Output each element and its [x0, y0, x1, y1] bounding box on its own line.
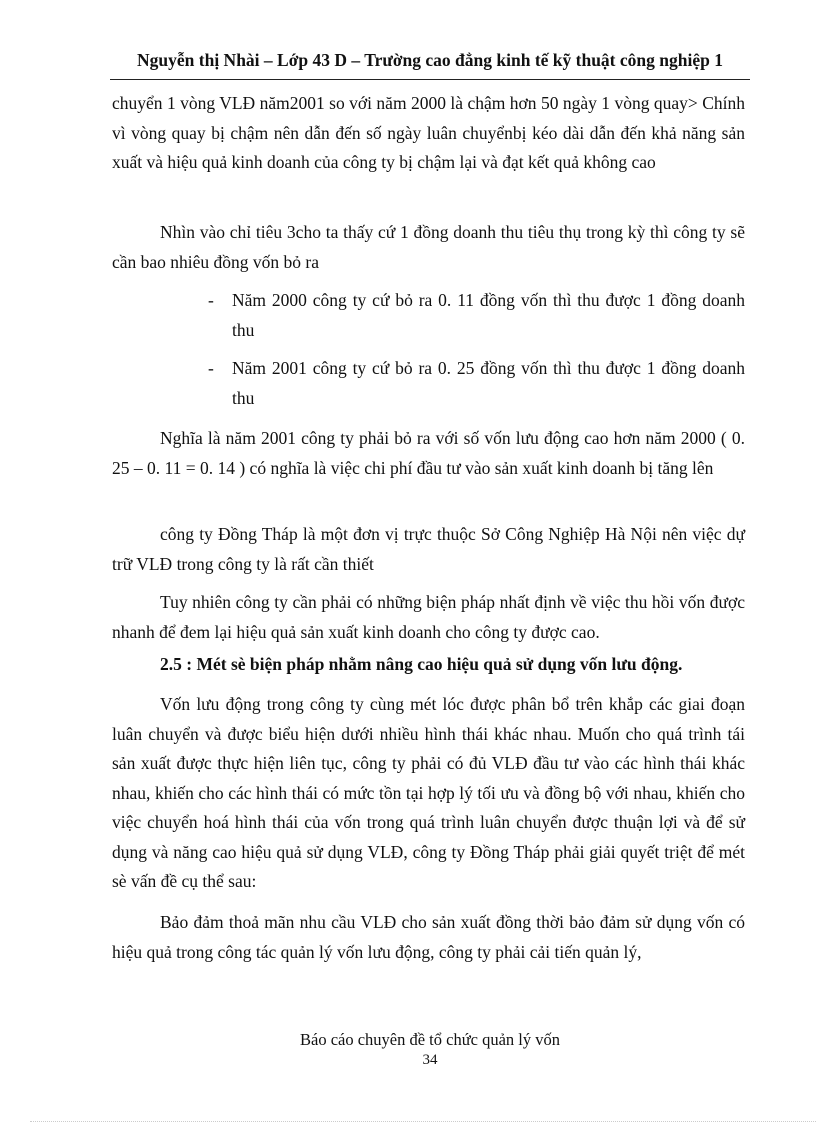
paragraph-5: Tuy nhiên công ty cần phải có những biện pháp nhất định về việc thu hồi vốn được nhanh để đem lại hiệu quả sản xuất kinh doanh cho công ty được cao.	[112, 592, 745, 642]
bullet-marker-2: -	[208, 358, 214, 378]
section-heading: 2.5 : Mét sè biện pháp nhằm nâng cao hiệu quả sử dụng vốn lưu động.	[160, 654, 683, 674]
page-header: Nguyễn thị Nhài – Lớp 43 D – Trường cao đẳng kinh tế kỹ thuật công nghiệp 1	[137, 50, 723, 70]
bullet-marker-1: -	[208, 290, 214, 310]
header-divider	[110, 79, 750, 80]
paragraph-2: Nhìn vào chỉ tiêu 3cho ta thấy cứ 1 đồng doanh thu tiêu thụ trong kỳ thì công ty sẽ cần bao nhiêu đồng vốn bỏ ra	[112, 222, 745, 272]
page-footer-caption: Báo cáo chuyên đề tổ chức quản lý vốn	[299, 1030, 561, 1049]
paragraph-7: Bảo đảm thoả mãn nhu cầu VLĐ cho sản xuất đồng thời bảo đảm sử dụng vốn có hiệu quả trong công tác quản lý vốn lưu động, công ty phải cải tiến quản lý,	[112, 912, 745, 962]
bullet-item-2: Năm 2001 công ty cứ bỏ ra 0. 25 đồng vốn thì thu được 1 đồng doanh thu	[232, 358, 745, 408]
page-number: 34	[422, 1052, 438, 1068]
bullet-item-1: Năm 2000 công ty cứ bỏ ra 0. 11 đồng vốn thì thu được 1 đồng doanh thu	[232, 290, 745, 340]
paragraph-6: Vốn lưu động trong công ty cùng mét lóc được phân bổ trên khắp các giai đoạn luân chuyển và được biểu hiện dưới nhiều hình thái khác nhau. Muốn cho quá trình tái sản xuất được thực hiện liên tục, công ty phải có đủ VLĐ đầu tư vào các hình thái khác nhau, khiến cho các hình thái có mức tồn tại hợp lý tối ưu và đồng bộ với nhau, khiến cho việc chuyển hoá hình thái của vốn trong quá trình luân chuyển được thuận lợi và để sử dụng và năng cao hiệu quả sử dụng VLĐ, công ty Đồng Tháp phải giải quyết triệt để mét sè vấn đề cụ thể sau:	[112, 694, 745, 891]
page-bottom-divider	[30, 1121, 816, 1122]
paragraph-1: chuyển 1 vòng VLĐ năm2001 so với năm 2000 là chậm hơn 50 ngày 1 vòng quay> Chính vì vòng quay bị chậm nên dẫn đến số ngày luân chuyểnbị kéo dài dẫn đến khả năng sản xuất và hiệu quả kinh doanh của công ty bị chậm lại và đạt kết quả không cao	[112, 93, 745, 172]
paragraph-3: Nghĩa là năm 2001 công ty phải bỏ ra với số vốn lưu động cao hơn năm 2000 ( 0. 25 – 0. 11 = 0. 14 ) có nghĩa là việc chi phí đầu tư vào sản xuất kinh doanh bị tăng lên	[112, 428, 745, 478]
paragraph-4: công ty Đồng Tháp là một đơn vị trực thuộc Sở Công Nghiệp Hà Nội nên việc dự trữ VLĐ trong công ty là rất cần thiết	[112, 524, 745, 574]
